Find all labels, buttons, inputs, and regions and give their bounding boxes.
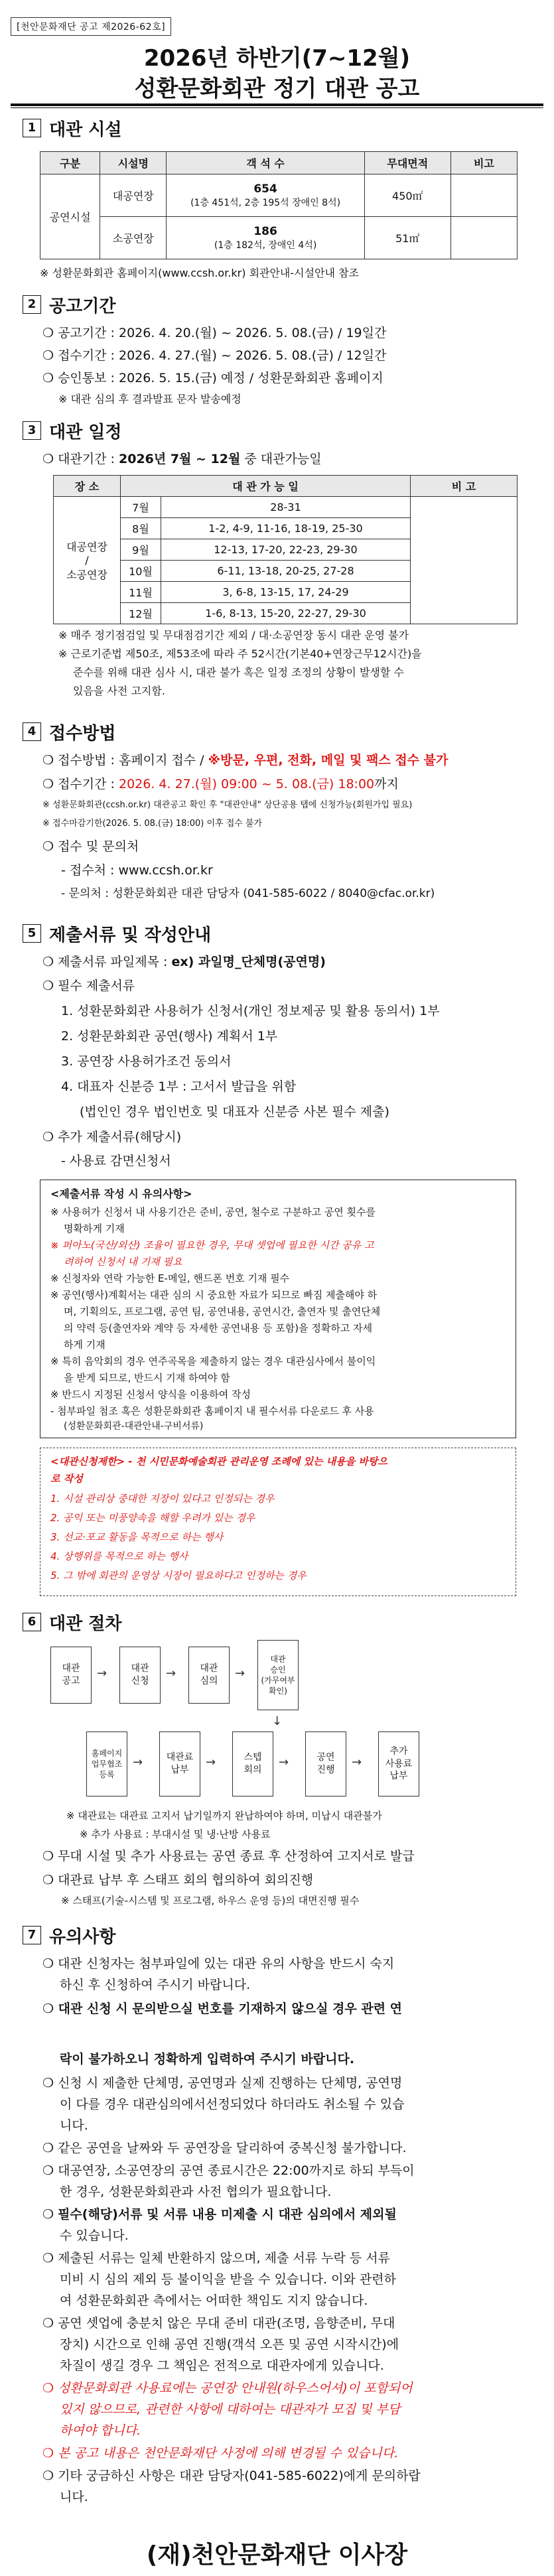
procedure-item-text: 무대 시설 및 추가 사용료는 공연 종료 후 산정하여 고지서로 발급 (58, 1849, 415, 1864)
schedule-note-line: 준수를 위해 대관 심사 시, 대관 불가 혹은 일정 조정의 상황이 발생할 수 (73, 666, 404, 679)
seats-total: 186 (253, 224, 277, 238)
optional-heading-text: 추가 제출서류(해당시) (58, 1130, 182, 1144)
caution-item: ❍ 같은 공연을 날짜와 두 공연장을 달리하여 중복신청 불가합니다. (42, 2141, 407, 2155)
restriction-item: 5. 그 밖에 회관의 운영상 시장이 필요하다고 인정하는 경우 (50, 1570, 307, 1582)
facility-area: 51㎡ (364, 217, 450, 259)
schedule-period-label: 대관기간 : (58, 452, 119, 466)
section-4-number: 4 (23, 722, 41, 741)
caution-item-text: 성환문화회관 사용료에는 공연장 안내원(하우스어셔)이 포함되어 (58, 2381, 413, 2396)
section-3-title: 대관 일정 (49, 422, 122, 442)
title-rule-thin (11, 107, 543, 108)
section-4-heading (23, 720, 115, 743)
submit-method: ❍ 접수방법 : 홈페이지 접수 / ※방문, 우편, 전화, 메일 및 팩스 접수 불가 (42, 753, 449, 768)
title-line1: 2026년 하반기(7~12월) (143, 45, 411, 72)
required-item: 3. 공연장 사용허가조건 동의서 (61, 1054, 232, 1069)
flow-arrow-icon: → (97, 1666, 107, 1680)
notice-id: [천안문화재단 공고 제2026-62호] (11, 17, 171, 36)
facility-area: 450㎡ (364, 174, 450, 217)
facility-group: 공연시설 (40, 174, 100, 259)
restriction-title: 로 작성 (50, 1473, 83, 1485)
section-6-title: 대관 절차 (49, 1613, 122, 1634)
schedule-note-line: ※ 매주 정기점검일 및 무대점검기간 제외 / 대·소공연장 동시 대관 운영 불가 (58, 629, 409, 642)
caution-item: ❍ 기타 궁금하신 사항은 대관 담당자(041-585-6022)에게 문의하랍 (42, 2469, 421, 2483)
seats-detail: (1층 182석, 장애인 4석) (214, 239, 317, 251)
section-5-heading (23, 922, 211, 945)
submit-period-value: 2026. 4. 27.(월) 09:00 ~ 5. 08.(금) 18:00 (118, 777, 375, 791)
caution-item-text: 같은 공연을 날짜와 두 공연장을 달리하여 중복신청 불가합니다. (58, 2141, 407, 2155)
restriction-item: 4. 상행위를 목적으로 하는 행사 (50, 1550, 188, 1562)
schedule-days: 1-2, 4-9, 11-16, 18-19, 25-30 (161, 518, 411, 539)
file-name-example: ex) 과일명_단체명(공연명) (171, 955, 326, 969)
restriction-item: 1. 시설 관리상 중대한 지장이 있다고 인정되는 경우 (50, 1493, 275, 1505)
file-name-prefix: 제출서류 파일제목 : (58, 955, 172, 969)
caution-line: 며, 기획의도, 프로그램, 공연 팀, 공연내용, 공연시간, 출연자 및 출연단체 (64, 1306, 381, 1318)
caution-line: 을 받게 되므로, 반드시 기재 하여야 함 (64, 1372, 230, 1384)
schedule-note-line: ※ 근로기준법 제50조, 제53조에 따라 주 52시간(기본40+연장근무12시간)을 (58, 647, 422, 660)
caution-line: ※ 공연(행사)계획서는 대관 심의 시 중요한 자료가 되므로 빠짐 제출해야 하 (50, 1289, 378, 1301)
period-item: ❍ 승인통보 : 2026. 5. 15.(금) 예정 / 성환문화회관 홈페이지 (42, 371, 383, 385)
section-6-heading (23, 1611, 122, 1633)
schedule-days: 28-31 (161, 497, 411, 518)
caution-item: ❍ 본 공고 내용은 천안문화재단 사정에 의해 변경될 수 있습니다. (42, 2446, 399, 2461)
caution-item: ❍ 제출된 서류는 일체 반환하지 않으며, 제출 서류 누락 등 서류 (42, 2251, 390, 2266)
period-item: ❍ 접수기간 : 2026. 4. 27.(월) ~ 2026. 5. 08.(금) / 12일간 (42, 348, 387, 363)
flow-arrow-icon: → (133, 1755, 143, 1769)
caution-item: ❍ 대공연장, 소공연장의 공연 종료시간은 22:00까지로 하되 부득이 (42, 2163, 415, 2178)
schedule-month: 8월 (121, 518, 161, 539)
caution-item-text: 대관 신청 시 문의받으실 번호를 기재하지 않으실 경우 관련 연 (58, 2001, 403, 2016)
section-3-heading (23, 419, 122, 442)
caution-line: - 첨부파일 첨조 혹은 성환문화회관 홈페이지 내 필수서류 다운로드 후 사용 (50, 1405, 374, 1417)
caution-item: 수 있습니다. (60, 2228, 129, 2243)
place-line: 소공연장 (66, 569, 107, 581)
seats-total: 654 (253, 182, 277, 196)
caution-line: ※ 신청자와 연락 가능한 E-메일, 핸드폰 번호 기재 필수 (50, 1272, 290, 1284)
period-item: ❍ 공고기간 : 2026. 4. 20.(월) ~ 2026. 5. 08.(금) / 19일간 (42, 326, 387, 340)
seats-detail: (1층 451석, 2층 195석 장애인 8석) (190, 197, 341, 208)
caution-item: 니다. (60, 2118, 88, 2133)
section-1-number: 1 (23, 119, 41, 137)
flow-step: 대관 신청 (119, 1647, 161, 1704)
submit-period: ❍ 접수기간 : 2026. 4. 27.(월) 09:00 ~ 5. 08.(금) 18:00까지 (42, 777, 399, 791)
section-7-heading (23, 1924, 115, 1946)
procedure-note-text: ※ 대관료는 대관료 고지서 납기일까지 완납하여야 하며, 미납시 대관불가 (66, 1810, 382, 1822)
facility-note (450, 217, 517, 259)
flow-step: 대관 승인 (가무여부 확인) (257, 1640, 299, 1710)
procedure-item: ❍ 대관료 납부 후 스태프 회의 협의하여 회의진행 (42, 1873, 314, 1887)
section-4-title: 접수방법 (49, 723, 116, 744)
submit-note: ※ 성환문화회관(ccsh.or.kr) 대관공고 확인 후 "대관안내" 상단공용 탭에 신청가능(회원가입 필요) (42, 800, 413, 810)
required-item: (법인인 경우 법인번호 및 대표자 신분증 사본 필수 제출) (80, 1105, 389, 1119)
section-2-heading (23, 293, 115, 316)
required-item: 4. 대표자 신분증 1부 : 고서서 발급을 위함 (61, 1079, 297, 1094)
schedule-note-line: 있음을 사전 고지함. (73, 685, 165, 697)
caution-item: ❍ 신청 시 제출한 단체명, 공연명과 실제 진행하는 단체명, 공연명 (42, 2076, 403, 2090)
place-line: / (85, 554, 89, 567)
section-5-title: 제출서류 및 작성안내 (49, 925, 212, 945)
schedule-table (53, 475, 518, 624)
contact-site: - 접수처 : www.ccsh.or.kr (61, 863, 213, 878)
restriction-item: 3. 선교·포교 활동을 목적으로 하는 행사 (50, 1531, 224, 1543)
schedule-month: 10월 (121, 561, 161, 582)
caution-item-text: 신청 시 제출한 단체명, 공연명과 실제 진행하는 단체명, 공연명 (58, 2076, 403, 2090)
caution-line: 의 약력 등(출연자와 계약 등 자세한 공연내용 등 포함)을 정확하고 자세 (64, 1322, 373, 1334)
schedule-header: 장 소 (54, 476, 121, 497)
flow-step: 홈페이지 업무협조 등록 (86, 1731, 127, 1796)
facility-seats (167, 174, 364, 217)
caution-item: 여 성환문화회관 측에서는 어떠한 책임도 지지 않습니다. (60, 2293, 368, 2308)
restriction-item: 2. 공익 또는 미풍양속을 해할 우려가 있는 경우 (50, 1512, 255, 1524)
period-note: ※ 대관 심의 후 결과발표 문자 발송예정 (58, 393, 242, 405)
caution-line: 하게 기재 (64, 1339, 105, 1351)
place-line: 대공연장 (66, 541, 107, 553)
schedule-month: 12월 (121, 603, 161, 624)
flow-step: 공연 진행 (305, 1731, 346, 1796)
schedule-month: 9월 (121, 539, 161, 561)
caution-item: 있지 않으므로, 관련한 사항에 대하여는 대관자가 모집 및 부담 (60, 2402, 401, 2417)
caution-line: 려하여 신청서 내 기재 필요 (64, 1256, 182, 1268)
facility-header: 무대면적 (364, 152, 450, 174)
caution-line: ※ 특히 음악회의 경우 연주곡목을 제출하지 않는 경우 대관심사에서 불이익 (50, 1355, 376, 1367)
issuer-signature: (재)천안문화재단 이사장 (146, 2542, 408, 2569)
facility-note (450, 174, 517, 217)
caution-item-text: 대관 신청자는 첨부파일에 있는 대관 유의 사항을 반드시 숙지 (58, 1956, 395, 1971)
title-rule-thick (11, 103, 543, 106)
schedule-header: 대 관 가 능 일 (121, 476, 411, 497)
caution-item: ❍ 대관 신청자는 첨부파일에 있는 대관 유의 사항을 반드시 숙지 (42, 1956, 395, 1971)
contact-heading-text: 접수 및 문의처 (58, 839, 139, 854)
caution-line: (성환문화회관-대관안내-구비서류) (64, 1421, 204, 1432)
caution-line: ※ 사용허가 신청서 내 사용기간은 준비, 공연, 철수로 구분하고 공연 횟수를 (50, 1206, 376, 1218)
caution-item: ❍ 성환문화회관 사용료에는 공연장 안내원(하우스어셔)이 포함되어 (42, 2381, 413, 2396)
procedure-item: ※ 스태프(기술-시스템 및 프로그램, 하우스 운영 등)의 대면진행 필수 (61, 1895, 360, 1907)
schedule-days: 6-11, 13-18, 20-25, 27-28 (161, 561, 411, 582)
flow-arrow-icon: → (235, 1666, 245, 1680)
restriction-title: <대관신청제한> - 천 시민문화예술회관 관리운영 조례에 있는 내용을 바탕으 (50, 1456, 387, 1467)
caution-item-text: 본 공고 내용은 천안문화재단 사정에 의해 변경될 수 있습니다. (58, 2446, 399, 2461)
flow-arrow-icon: → (206, 1755, 216, 1769)
procedure-item: ❍ 무대 시설 및 추가 사용료는 공연 종료 후 산정하여 고지서로 발급 (42, 1849, 415, 1864)
section-2-title: 공고기간 (49, 296, 116, 316)
caution-item: 락이 불가하오니 정확하게 입력하여 주시기 바랍니다. (60, 2052, 355, 2067)
contact-phone: - 문의처 : 성환문화회관 대관 담당자 (041-585-6022 / 8040@cfac.or.kr) (61, 887, 435, 900)
schedule-period: ❍ 대관기간 : 2026년 7월 ~ 12월 중 대관가능일 (42, 452, 322, 466)
required-heading-text: 필수 제출서류 (58, 979, 135, 993)
schedule-place (54, 497, 121, 624)
schedule-month: 11월 (121, 582, 161, 603)
facility-header: 객 석 수 (167, 152, 364, 174)
facility-table (40, 151, 518, 259)
facility-header: 시설명 (100, 152, 167, 174)
caution-item-text: 공연 셋업에 충분치 않은 무대 준비 대관(조명, 음향준비, 무대 (58, 2316, 395, 2331)
caution-item: ❍ 대관 신청 시 문의받으실 번호를 기재하지 않으실 경우 관련 연 (42, 2001, 403, 2016)
period-text: 승인통보 : 2026. 5. 15.(금) 예정 / 성환문화회관 홈페이지 (58, 371, 383, 385)
flow-step: 대관 심의 (188, 1647, 230, 1704)
procedure-note: ※ 추가 사용료 : 부대시설 및 냉·난방 사용료 (80, 1828, 271, 1840)
submit-period-suffix: 까지 (374, 777, 399, 791)
schedule-month: 7월 (121, 497, 161, 518)
period-text: 공고기간 : 2026. 4. 20.(월) ~ 2026. 5. 08.(금) / 19일간 (58, 326, 387, 340)
flow-step: 추가 사용료 납부 (378, 1731, 419, 1796)
flow-step: 스텝 회의 (232, 1731, 273, 1796)
caution-item: 니다. (60, 2490, 88, 2504)
section-7-number: 7 (23, 1926, 41, 1944)
caution-item: 이 다를 경우 대관심의에서선정되었다 하더라도 취소될 수 있습 (60, 2097, 405, 2112)
flow-arrow-down-icon: ↓ (272, 1714, 283, 1728)
caution-item: 한 경우, 성환문화회관과 사전 협의가 필요합니다. (60, 2185, 332, 2199)
contact-heading: ❍ 접수 및 문의처 (42, 839, 139, 854)
submit-method-prefix: 접수방법 : 홈페이지 접수 / (58, 753, 208, 768)
optional-heading: ❍ 추가 제출서류(해당시) (42, 1130, 182, 1144)
facility-name: 소공연장 (100, 217, 167, 259)
schedule-days: 12-13, 17-20, 22-23, 29-30 (161, 539, 411, 561)
required-item: 2. 성환문화회관 공연(행사) 계획서 1부 (61, 1029, 278, 1044)
caution-item: ❍ 필수(해당)서류 및 서류 내용 미제출 시 대관 심의에서 제외될 (42, 2207, 397, 2222)
section-1-heading (23, 117, 122, 139)
flow-arrow-icon: → (166, 1666, 176, 1680)
flow-arrow-icon: → (279, 1755, 289, 1769)
schedule-header: 비 고 (411, 476, 518, 497)
caution-item-text: 대공연장, 소공연장의 공연 종료시간은 22:00까지로 하되 부득이 (58, 2163, 415, 2178)
caution-item-text: 제출된 서류는 일체 반환하지 않으며, 제출 서류 누락 등 서류 (58, 2251, 390, 2266)
section-1-title: 대관 시설 (49, 119, 122, 140)
facility-header: 구분 (40, 152, 100, 174)
section-5-number: 5 (23, 924, 41, 943)
caution-line: ※ 퍼아노(국산/외산) 조율이 필요한 경우, 무대 셋업에 필요한 시간 공유 고 (50, 1239, 374, 1251)
facility-seats (167, 217, 364, 259)
required-item: 1. 성환문화회관 사용허가 신청서(개인 정보제공 및 활용 동의서) 1부 (61, 1004, 440, 1018)
flow-step: 대관료 납부 (159, 1731, 200, 1796)
schedule-period-tail: 중 대관가능일 (240, 452, 322, 466)
procedure-item-text: 대관료 납부 후 스태프 회의 협의하여 회의진행 (58, 1873, 314, 1887)
submit-period-prefix: 접수기간 : (58, 777, 119, 791)
file-name-rule: ❍ 제출서류 파일제목 : ex) 과일명_단체명(공연명) (42, 955, 326, 969)
facility-name: 대공연장 (100, 174, 167, 217)
section-2-number: 2 (23, 295, 41, 314)
caution-item: 미비 시 심의 제외 등 불이익을 받을 수 있습니다. 이와 관련하 (60, 2272, 396, 2287)
caution-line: 명확하게 기재 (64, 1223, 125, 1235)
schedule-days: 1-6, 8-13, 15-20, 22-27, 29-30 (161, 603, 411, 624)
caution-item-text: 기타 궁금하신 사항은 대관 담당자(041-585-6022)에게 문의하랍 (58, 2469, 421, 2483)
caution-line: ※ 반드시 지정된 신청서 양식을 이용하여 작성 (50, 1389, 251, 1400)
required-heading: ❍ 필수 제출서류 (42, 979, 135, 993)
schedule-note (411, 497, 518, 624)
facility-header: 비고 (450, 152, 517, 174)
schedule-period-value: 2026년 7월 ~ 12월 (118, 452, 241, 466)
procedure-note (66, 1810, 382, 1823)
optional-item: - 사용료 감면신청서 (61, 1154, 171, 1168)
flow-arrow-icon: → (352, 1755, 362, 1769)
section-3-number: 3 (23, 421, 41, 440)
caution-box-title: <제출서류 작성 시 유의사항> (50, 1187, 192, 1200)
period-text: 접수기간 : 2026. 4. 27.(월) ~ 2026. 5. 08.(금) / 12일간 (58, 348, 387, 363)
flow-step: 대관 공고 (50, 1647, 92, 1704)
caution-item: 하신 후 신청하여 주시기 바랍니다. (60, 1978, 251, 1992)
section-6-number: 6 (23, 1613, 41, 1631)
caution-item: 차질이 생길 경우 그 책임은 전적으로 대관자에게 있습니다. (60, 2358, 384, 2373)
caution-item-text: 필수(해당)서류 및 서류 내용 미제출 시 대관 심의에서 제외될 (58, 2207, 397, 2222)
schedule-days: 3, 6-8, 13-15, 17, 24-29 (161, 582, 411, 603)
submit-method-warning: ※방문, 우편, 전화, 메일 및 팩스 접수 불가 (208, 753, 449, 768)
section-7-title: 유의사항 (49, 1927, 116, 1947)
caution-item: 장치) 시간으로 인해 공연 진행(객석 오픈 및 공연 시작시간)에 (60, 2337, 399, 2352)
submit-note: ※ 접수마감기한(2026. 5. 08.(금) 18:00) 이후 접수 불가 (42, 819, 263, 829)
caution-item: ❍ 공연 셋업에 충분치 않은 무대 준비 대관(조명, 음향준비, 무대 (42, 2316, 395, 2331)
title-line2: 성환문화회관 정기 대관 공고 (134, 76, 420, 102)
caution-item: 하여야 합니다. (60, 2423, 141, 2438)
facility-note-line: ※ 성환문화회관 홈페이지(www.ccsh.or.kr) 회관안내-시설안내 참조 (40, 267, 359, 279)
